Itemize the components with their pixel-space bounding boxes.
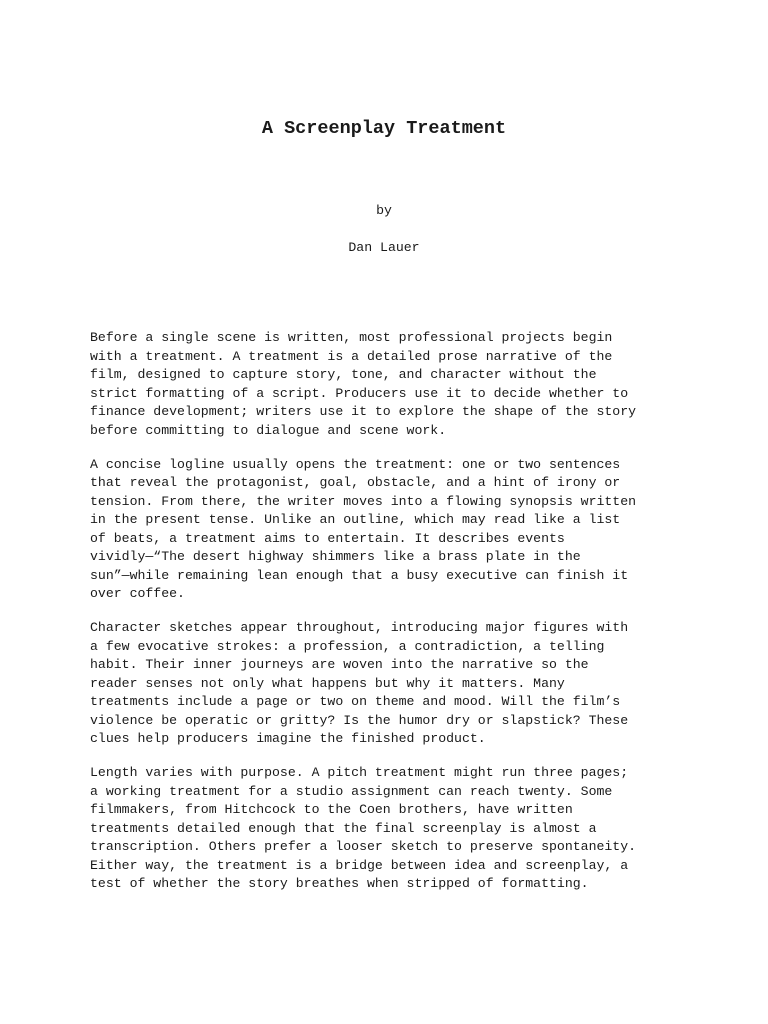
- paragraph-intro: Before a single scene is written, most professional projects begin with a treatment. A treatment is a detailed prose narrative of the film, designed to capture story, tone, and character without the strict formatting of a script. Producers use it to decide whether to finance development; writers use it to explore the shape of the story before committing to dialogue and scene work.: [90, 330, 637, 438]
- paragraph-characters: Character sketches appear throughout, introducing major figures with a few evocative strokes: a profession, a contradiction, a telling habit. Their inner journeys are woven into the narrative so the reader senses not only what happens but why it matters. Many treatments include a page or two on theme and mood. Will the film’s violence be operatic or gritty? Is the humor dry or slapstick? These clues help producers imagine the finished product.: [90, 620, 629, 746]
- paragraph-length: Length varies with purpose. A pitch treatment might run three pages; a working treatment for a studio assignment can reach twenty. Some filmmakers, from Hitchcock to the Coen brothers, have written treatments detailed enough that the final screenplay is almost a transcription. Others prefer a looser sketch to preserve spontaneity. Either way, the treatment is a bridge between idea and screenplay, a test of whether the story breathes when stripped of formatting.: [90, 765, 637, 891]
- document-body: [90, 329, 690, 909]
- paragraph-logline: A concise logline usually opens the treatment: one or two sentences that reveal the protagonist, goal, obstacle, and a hint of irony or tension. From there, the writer moves into a flowing synopsis written in the present tense. Unlike an outline, which may read like a list of beats, a treatment aims to entertain. It describes events vividly—“The desert highway shimmers like a brass plate in the sun”—while remaining lean enough that a busy executive can finish it over coffee.: [90, 456, 637, 601]
- byline: by: [376, 203, 392, 218]
- author-name: Dan Lauer: [348, 240, 420, 255]
- document-title: A Screenplay Treatment: [261, 118, 507, 139]
